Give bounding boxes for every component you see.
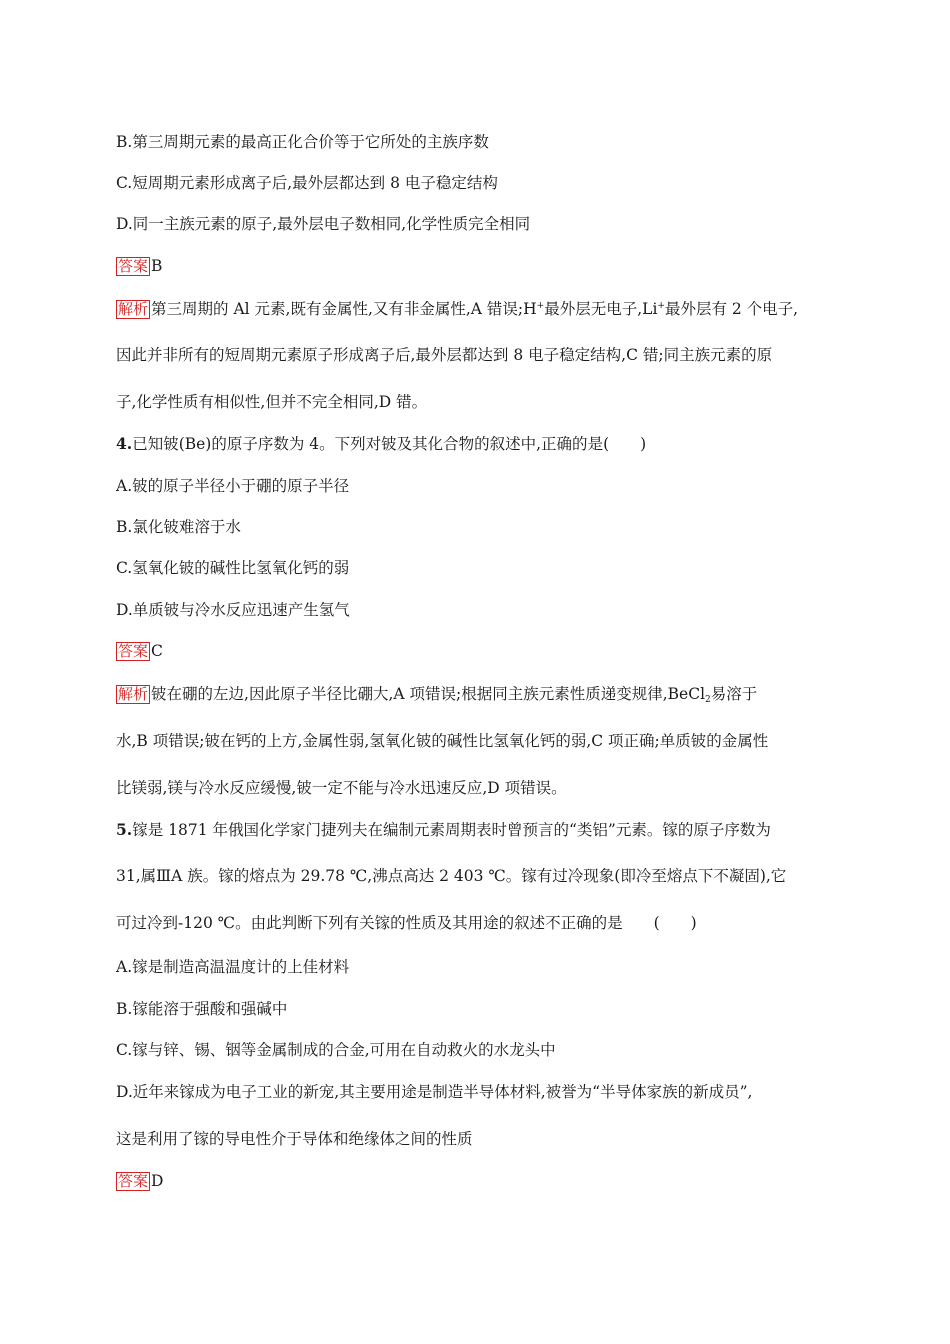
- subscript: 2: [705, 695, 711, 705]
- q5-stem-text: 镓是 1871 年俄国化学家门捷列夫在编制元素周期表时曾预言的“类铝”元素。镓的原子序数为: [132, 821, 771, 839]
- q3-option-c: C.短周期元素形成离子后,最外层都达到 8 电子稳定结构: [116, 174, 498, 192]
- q4-stem: [116, 434, 646, 454]
- q3-analysis-line-3: 子,化学性质有相似性,但并不完全相同,D 错。: [116, 393, 428, 411]
- q3-analysis-text: 最外层有 2 个电子,: [664, 300, 799, 318]
- q4-analysis-line-3: 比镁弱,镁与冷水反应缓慢,铍一定不能与冷水迅速反应,D 项错误。: [116, 779, 567, 797]
- q3-option-d: D.同一主族元素的原子,最外层电子数相同,化学性质完全相同: [116, 215, 531, 233]
- answer-tag: 答案: [118, 1172, 149, 1190]
- q5-stem-line-1: [116, 820, 771, 840]
- analysis-tag: 解析: [118, 685, 149, 703]
- q4-stem-text: 已知铍(Be)的原子序数为 4。下列对铍及其化合物的叙述中,正确的是( ): [132, 435, 647, 453]
- q4-analysis-text: 铍在硼的左边,因此原子半径比硼大,A 项错误;根据同主族元素性质递变规律,BeCl: [151, 685, 706, 703]
- answer-tag: 答案: [118, 257, 149, 275]
- q3-analysis-text: 最外层无电子,Li: [544, 300, 658, 318]
- q4-analysis-line-2: 水,B 项错误;铍在钙的上方,金属性弱,氢氧化铍的碱性比氢氧化钙的弱,C 项正确;单质铍的金属性: [116, 732, 769, 750]
- q5-stem-line-3: 可过冷到-120 ℃。由此判断下列有关镓的性质及其用途的叙述不正确的是 ( ): [116, 914, 697, 932]
- q4-answer-value: C: [151, 642, 163, 660]
- q5-answer-value: D: [151, 1172, 164, 1190]
- analysis-tag: 解析: [118, 300, 149, 318]
- superscript: +: [536, 301, 545, 311]
- q5-option-d-line-1: D.近年来镓成为电子工业的新宠,其主要用途是制造半导体材料,被誉为“半导体家族的新成员”,: [116, 1083, 753, 1101]
- q5-number: 5.: [116, 820, 133, 839]
- q5-option-b: B.镓能溶于强酸和强碱中: [116, 1000, 288, 1018]
- q5-stem-line-2: 31,属ⅢA 族。镓的熔点为 29.78 ℃,沸点高达 2 403 ℃。镓有过冷现象(即冷至熔点下不凝固),它: [116, 867, 787, 885]
- q4-option-a: A.铍的原子半径小于硼的原子半径: [116, 477, 350, 495]
- q4-option-b: B.氯化铍难溶于水: [116, 518, 241, 536]
- q3-analysis-line-1: [116, 299, 798, 319]
- q4-option-c: C.氢氧化铍的碱性比氢氧化钙的弱: [116, 559, 350, 577]
- q3-answer-value: B: [151, 257, 163, 275]
- q4-analysis-line-1: [116, 684, 757, 704]
- q5-option-d-line-2: 这是利用了镓的导电性介于导体和绝缘体之间的性质: [116, 1130, 473, 1148]
- q4-number: 4.: [116, 434, 133, 453]
- q4-option-d: D.单质铍与冷水反应迅速产生氢气: [116, 601, 350, 619]
- answer-tag: 答案: [118, 642, 149, 660]
- q5-option-c: C.镓与锌、锡、铟等金属制成的合金,可用在自动救火的水龙头中: [116, 1041, 556, 1059]
- q3-analysis-text: 第三周期的 Al 元素,既有金属性,又有非金属性,A 错误;H: [151, 300, 537, 318]
- q3-answer-line: [116, 256, 162, 276]
- superscript: +: [657, 301, 665, 311]
- q3-analysis-line-2: 因此并非所有的短周期元素原子形成离子后,最外层都达到 8 电子稳定结构,C 错;同主族元素的原: [116, 346, 773, 364]
- q4-analysis-text: 易溶于: [710, 685, 758, 703]
- q4-answer-line: [116, 641, 163, 661]
- q3-option-b: B.第三周期元素的最高正化合价等于它所处的主族序数: [116, 133, 489, 151]
- q5-answer-line: [116, 1171, 163, 1191]
- q5-option-a: A.镓是制造高温温度计的上佳材料: [116, 958, 350, 976]
